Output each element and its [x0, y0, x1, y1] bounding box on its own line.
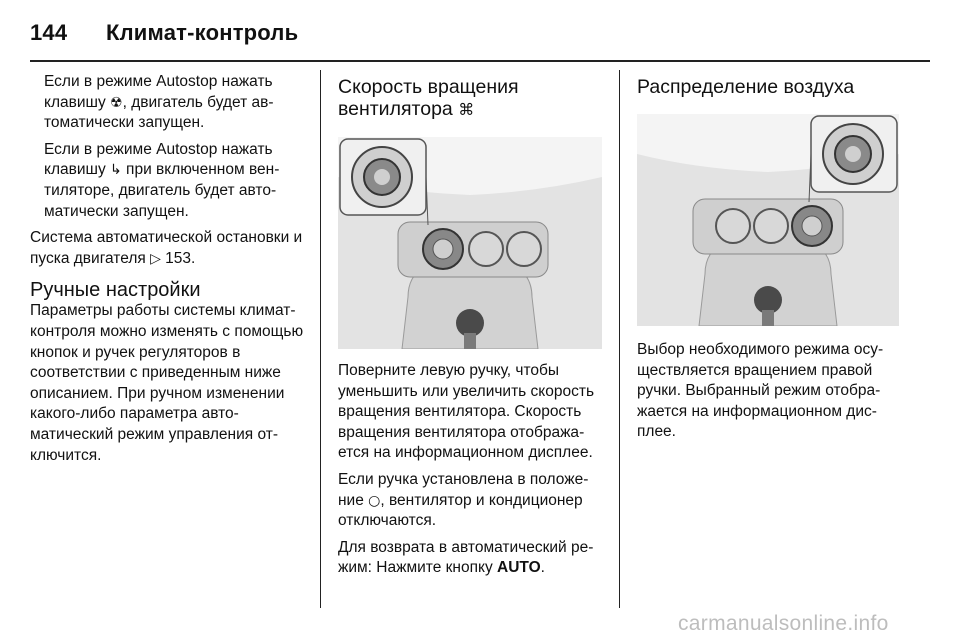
column-1 [30, 72, 308, 472]
column-divider-1 [320, 70, 321, 608]
column-divider-2 [619, 70, 620, 608]
column-2 [338, 76, 604, 585]
windshield-defrost-icon: ☢ [110, 94, 123, 111]
fan-speed-illustration [338, 137, 602, 349]
fan-speed-heading: Скорость вращения вентилятора ⌘ [338, 76, 519, 120]
fan-off-text: Если ручка установлена в положение ○, вентилятор и кондиционер отключаются. [338, 470, 589, 530]
fan-speed-text: Поверните левую ручку, чтобы уменьшить или увеличить скорость вращения вентилятора. Скорость вращения вентилятора отображается на информационном дисплее. [338, 362, 595, 462]
autostop-defrost-paragraph: Если в режиме Autostop нажать клавишу ☢, двигатель будет автоматически запущен. [44, 73, 274, 132]
autostop-recirculation-paragraph: Если в режиме Autostop нажать клавишу ↳ при включенном вентиляторе, двигатель будет автоматически запущен. [44, 140, 280, 220]
air-distribution-text: Выбор необходимого режима осуществляется вращением правой ручки. Выбранный режим отображается на информационном дисплее. [637, 341, 884, 441]
header-rule [30, 60, 930, 62]
watermark: carmanualsonline.info [678, 612, 889, 635]
auto-mode-text: Для возврата в автоматический режим: Нажмите кнопку AUTO. [338, 538, 594, 577]
page-reference-icon: ▷ [150, 250, 161, 267]
page-title: Климат-контроль [106, 20, 299, 45]
off-circle-icon: ○ [368, 492, 381, 509]
air-distribution-illustration [637, 114, 899, 326]
column-3 [637, 76, 901, 449]
stop-start-reference-paragraph: Система автоматической остановки и пуска двигателя ▷ 153. [30, 229, 303, 267]
manual-settings-heading: Ручные настройки [30, 279, 201, 302]
recirculation-icon: ↳ [110, 162, 122, 179]
manual-settings-text: Параметры работы системы климат-контроля можно изменять с помощью кнопок и ручек регуляторов в соответствии с приведенным ниже описанием. При ручном изменении какого-либо параметра автоматический режим управления отключится. [30, 302, 304, 464]
auto-label: AUTO [497, 559, 541, 577]
fan-icon: ⌘ [458, 100, 475, 119]
page-number: 144 [30, 20, 68, 45]
page-header [30, 20, 298, 46]
air-distribution-heading: Распределение воздуха [637, 76, 855, 98]
